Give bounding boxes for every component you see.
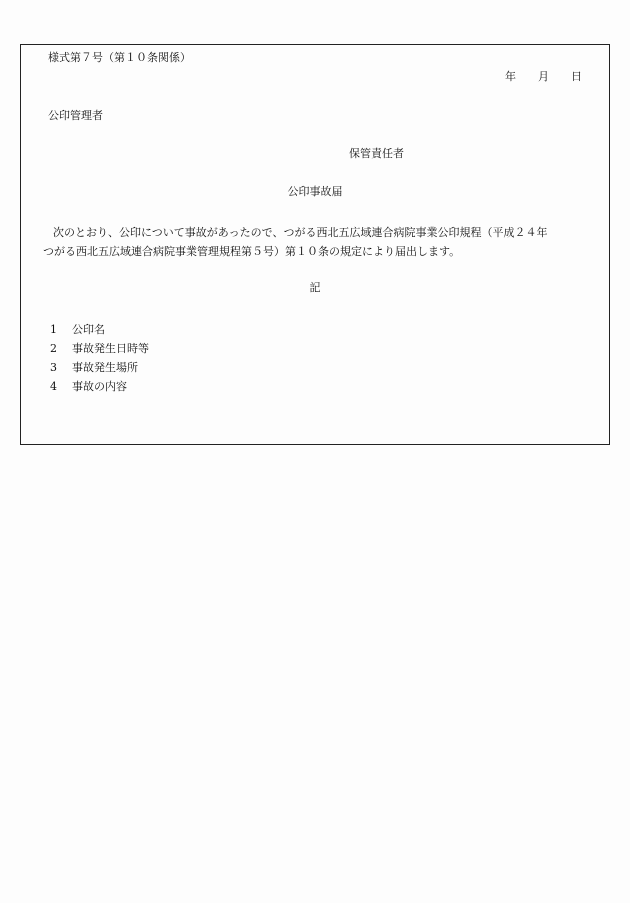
item-label: 事故発生場所 bbox=[72, 361, 138, 374]
form-frame bbox=[20, 44, 610, 445]
date-year: 年 bbox=[505, 70, 516, 83]
list-item bbox=[50, 377, 149, 396]
list-item bbox=[50, 320, 149, 339]
item-label: 公印名 bbox=[72, 323, 105, 336]
form-title: 公印事故届 bbox=[287, 185, 343, 198]
item-label: 事故発生日時等 bbox=[72, 342, 149, 355]
list-item bbox=[50, 358, 149, 377]
date-month: 月 bbox=[538, 70, 549, 83]
list-item bbox=[50, 339, 149, 358]
item-number: 4 bbox=[50, 380, 57, 393]
ki-heading: 記 bbox=[309, 281, 321, 294]
item-number: 3 bbox=[50, 361, 57, 374]
date-day: 日 bbox=[571, 70, 582, 83]
date-line bbox=[505, 70, 582, 83]
item-number: 1 bbox=[50, 323, 57, 336]
custodian-label: 保管責任者 bbox=[349, 147, 404, 160]
form-number: 様式第７号（第１０条関係） bbox=[48, 51, 191, 64]
addressee: 公印管理者 bbox=[48, 109, 103, 122]
item-label: 事故の内容 bbox=[72, 380, 127, 393]
item-number: 2 bbox=[50, 342, 57, 355]
body-line: 次のとおり、公印について事故があったので、つがる西北五広域連合病院事業公印規程（平成２４年 bbox=[53, 226, 548, 239]
body-text bbox=[43, 223, 593, 261]
body-line: つがる西北五広域連合病院事業管理規程第５号）第１０条の規定により届出します。 bbox=[43, 245, 461, 258]
item-list bbox=[50, 320, 149, 396]
